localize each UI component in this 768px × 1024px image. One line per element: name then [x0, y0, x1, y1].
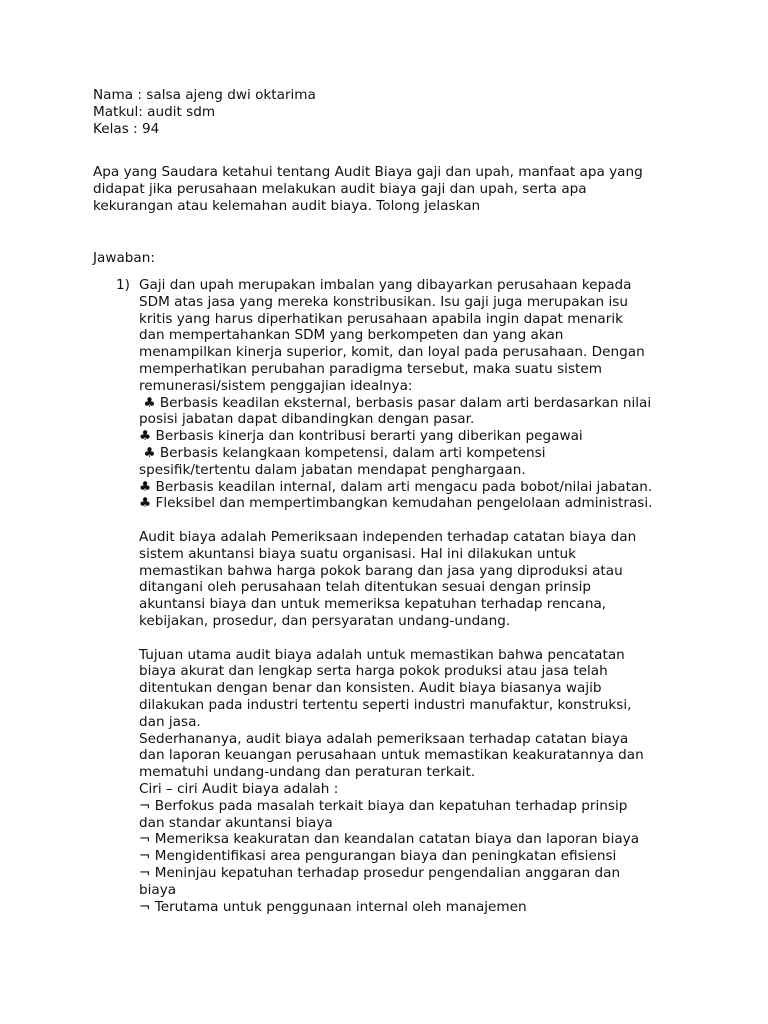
answer-line: sistem akuntansi biaya suatu organisasi. Hal ini dilakukan untuk — [139, 545, 576, 562]
list-number: 1) — [116, 277, 130, 293]
answer-line: dan jasa. — [139, 713, 201, 730]
answer-line: dan standar akuntansi biaya — [139, 814, 333, 831]
answer-line: ♣ Berbasis keadilan internal, dalam arti mengacu pada bobot/nilai jabatan. — [139, 478, 653, 495]
question-line: Apa yang Saudara ketahui tentang Audit Biaya gaji dan upah, manfaat apa yang — [93, 164, 643, 180]
answer-line: kebijakan, prosedur, dan persyaratan undang-undang. — [139, 613, 511, 629]
answer-line: ♣ Fleksibel dan mempertimbangkan kemudahan pengelolaan administrasi. — [139, 495, 653, 512]
answer-line: memastikan bahwa harga pokok barang dan jasa yang diproduksi atau — [139, 562, 623, 579]
answer-line: Sederhananya, audit biaya adalah pemeriksaan terhadap catatan biaya — [139, 730, 629, 747]
answer-line: ¬ Berfokus pada masalah terkait biaya dan kepatuhan terhadap prinsip — [139, 797, 628, 814]
answer-line: Tujuan utama audit biaya adalah untuk memastikan bahwa pencatatan — [139, 646, 625, 663]
answer-line: remunerasi/sistem penggajian idealnya: — [139, 377, 413, 394]
answer-label: Jawaban: — [93, 250, 155, 266]
answer-line: menampilkan kinerja superior, komit, dan loyal pada perusahaan. Dengan — [139, 344, 645, 361]
answer-line: Gaji dan upah merupakan imbalan yang dibayarkan perusahaan kepada — [139, 277, 632, 293]
answer-line: posisi jabatan dapat dibandingkan dengan pasar. — [139, 411, 475, 428]
answer-line: ¬ Terutama untuk penggunaan internal oleh manajemen — [139, 898, 527, 915]
answer-line: ditangani oleh perusahaan telah ditentukan sesuai dengan prinsip — [139, 579, 592, 596]
answer-line: ¬ Mengidentifikasi area pengurangan biaya dan peningkatan efisiensi — [139, 848, 617, 865]
answer-line: ¬ Meninjau kepatuhan terhadap prosedur pengendalian anggaran dan — [139, 865, 621, 881]
answer-line: ♣ Berbasis keadilan eksternal, berbasis pasar dalam arti berdasarkan nilai — [139, 394, 652, 411]
answer-line: ♣ Berbasis kelangkaan kompetensi, dalam arti kompetensi — [139, 445, 546, 461]
answer-line: mematuhi undang-undang dan peraturan terkait. — [139, 764, 476, 781]
answer-line: dilakukan pada industri tertentu seperti industri manufaktur, konstruksi, — [139, 697, 632, 713]
answer-line: biaya — [139, 881, 177, 898]
answer-line: spesifik/tertentu dalam jabatan mendapat penghargaan. — [139, 461, 526, 478]
answer-line: ♣ Berbasis kinerja dan kontribusi berarti yang diberikan pegawai — [139, 428, 583, 445]
answer-line: dan laporan keuangan perusahaan untuk memastikan keakuratannya dan — [139, 747, 644, 764]
answer-line: biaya akurat dan lengkap serta harga pokok produksi atau jasa telah — [139, 663, 608, 680]
answer-line: SDM atas jasa yang mereka konstribusikan. Isu gaji juga merupakan isu — [139, 293, 628, 310]
answer-line: ¬ Memeriksa keakuratan dan keandalan catatan biaya dan laporan biaya — [139, 831, 640, 848]
answer-line: ditentukan dengan benar dan konsisten. Audit biaya biasanya wajib — [139, 680, 602, 697]
question-line: kekurangan atau kelemahan audit biaya. Tolong jelaskan — [93, 198, 481, 214]
answer-line: kritis yang harus diperhatikan perusahaan apabila ingin dapat menarik — [139, 310, 623, 327]
student-name: Nama : salsa ajeng dwi oktarima — [93, 87, 316, 103]
question-line: didapat jika perusahaan melakukan audit biaya gaji dan upah, serta apa — [93, 181, 587, 197]
answer-line: dan mempertahankan SDM yang berkompeten dan yang akan — [139, 327, 564, 344]
class-number: Kelas : 94 — [93, 121, 160, 137]
answer-line: Ciri – ciri Audit biaya adalah : — [139, 781, 339, 797]
course-name: Matkul: audit sdm — [93, 104, 216, 120]
answer-line: Audit biaya adalah Pemeriksaan independen terhadap catatan biaya dan — [139, 529, 637, 545]
answer-line: memperhatikan perubahan paradigma tersebut, maka suatu sistem — [139, 361, 602, 377]
answer-line: akuntansi biaya dan untuk memeriksa kepatuhan terhadap rencana, — [139, 596, 607, 613]
